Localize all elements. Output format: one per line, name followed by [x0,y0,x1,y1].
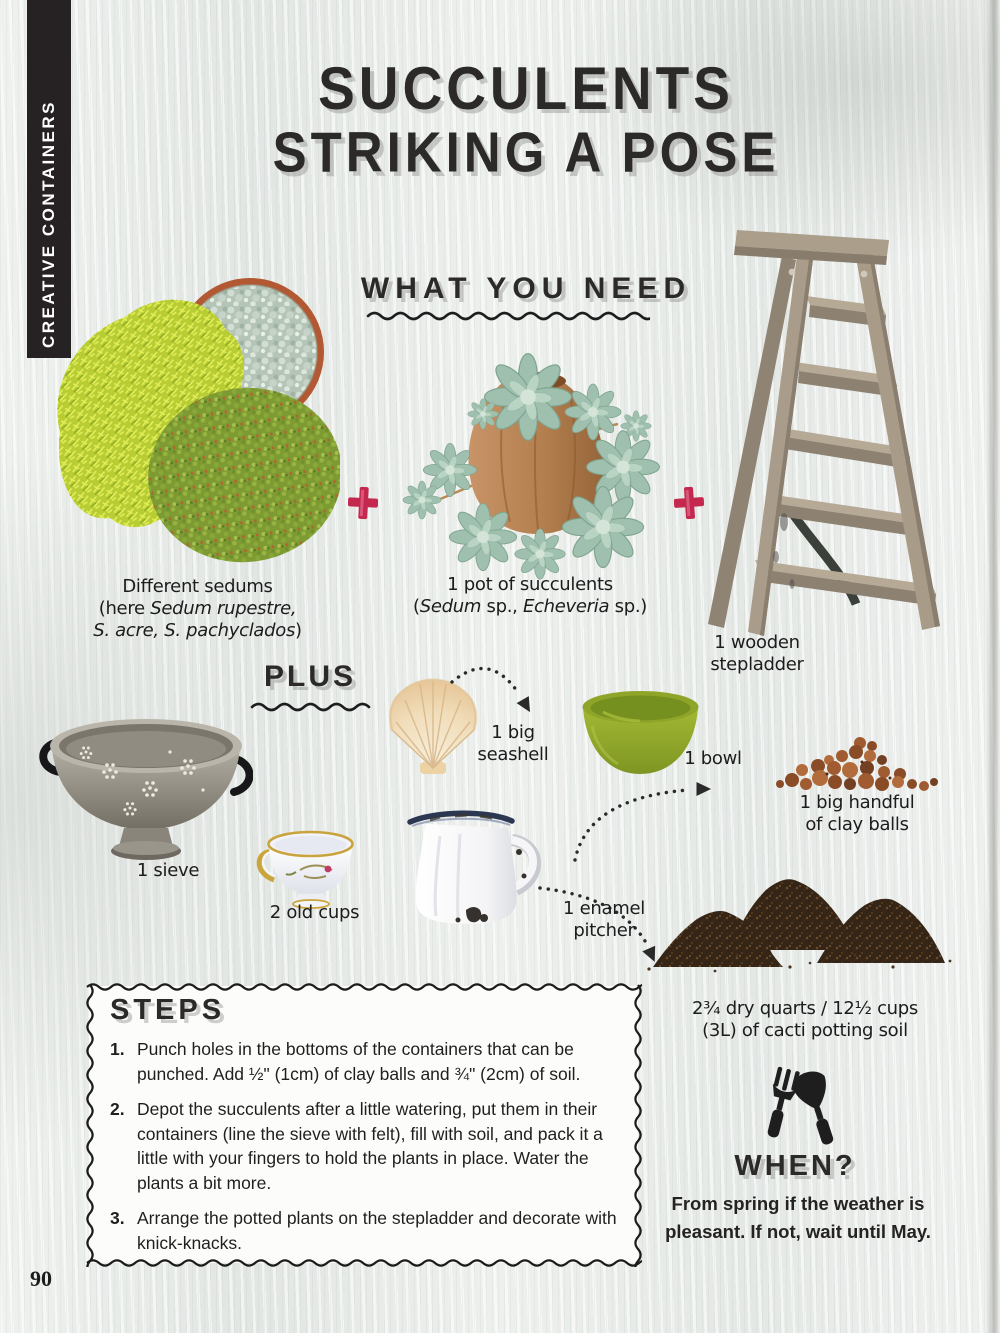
clay-balls-photo [772,732,942,794]
cups-caption: 2 old cups [269,902,360,923]
clay-balls-caption: 1 big handful of clay balls [799,792,915,835]
step-item [110,1037,628,1087]
stepladder-caption: 1 wooden stepladder [710,632,804,675]
chapter-tab-label: CREATIVE CONTAINERS [39,99,58,348]
soil-caption: 2¾ dry quarts / 12½ cups (3L) of cacti potting soil [691,998,918,1041]
step-item [110,1206,628,1256]
pitcher-photo [400,806,565,930]
what-you-need-heading: WHAT YOU NEED [360,272,692,305]
step-number: 2. [110,1098,125,1119]
steps-heading: STEPS [110,994,226,1026]
steps-panel [85,982,642,1267]
trowel-icon [789,1067,845,1149]
page-number: 90 [30,1266,52,1291]
step-text: Depot the succulents after a little watering, put them in their containers (line the sieve with felt), fill with soil, and pack it a little with your fingers to hold the plants in place. Water the plants a bit more. [137,1098,603,1194]
when-text: From spring if the weather is pleasant. If not, wait until May. [665,1193,931,1242]
step-item [110,1097,628,1196]
plus-heading: PLUS [263,660,356,693]
garden-tools-icons [745,1066,849,1152]
sedums-photo [40,272,340,572]
distressed-plus-icon [348,486,378,520]
pot-caption: 1 pot of succulents (Sedum sp., Echeveria sp.) [413,574,647,617]
when-heading: WHEN? [734,1150,856,1182]
succulent-pot-photo [388,352,688,580]
sedums-caption: Different sedums (here Sedum rupestre, S. acre, S. pachyclados) [93,576,302,641]
squiggle-underline [366,308,650,324]
stepladder-photo [692,212,967,637]
page-title-line2: STRIKING A POSE [272,120,780,184]
sieve-caption: 1 sieve [136,860,200,881]
page-title [60,53,992,184]
squiggle-underline [250,699,372,715]
step-text: Arrange the potted plants on the stepladder and decorate with knick-knacks. [137,1208,617,1253]
sieve-photo [38,700,253,868]
seashell-caption: 1 big seashell [477,722,549,765]
garden-fork-icon [760,1066,801,1140]
step-number: 1. [110,1039,125,1059]
bowl-caption: 1 bowl [684,748,742,769]
pitcher-caption: 1 enamel pitcher [563,898,645,941]
teacup-photo [248,820,373,910]
step-text: Punch holes in the bottoms of the containers that can be punched. Add ½" (1cm) of clay balls and ¾" (2cm) of soil. [137,1039,581,1084]
soil-photo [645,855,955,985]
step-number: 3. [110,1208,125,1229]
page-title-line1: SUCCULENTS [318,53,734,123]
